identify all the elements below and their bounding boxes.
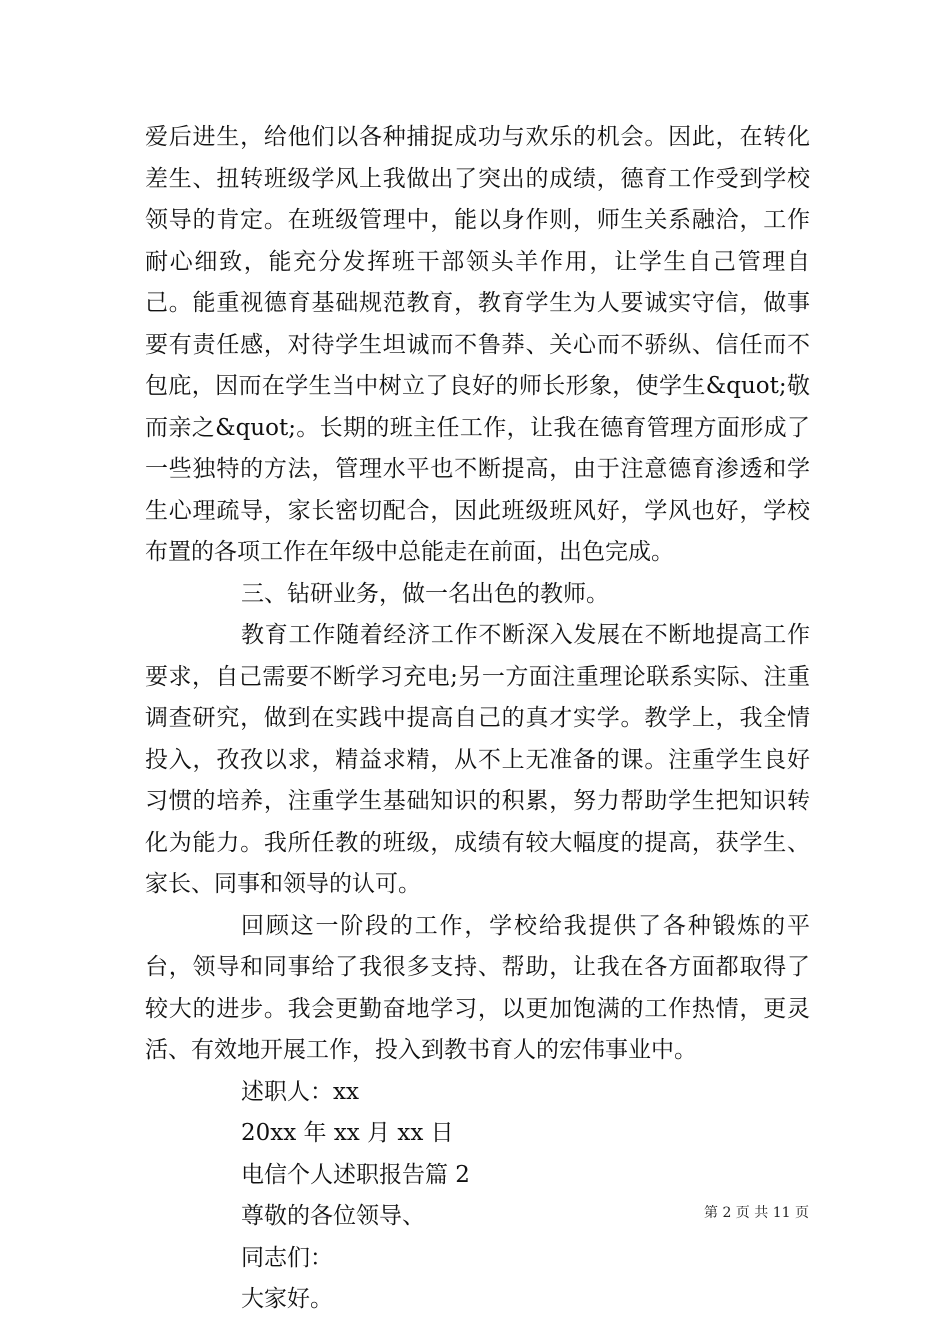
greeting-line: 大家好。 [241, 1286, 333, 1312]
next-report-title: 电信个人述职报告篇 2 [241, 1161, 470, 1188]
signature-line: 述职人：xx [241, 1078, 359, 1105]
paragraph-review: 回顾这一阶段的工作，学校给我提供了各种锻炼的平台，领导和同事给了我很多支持、帮助，让我在各方面都取得了较大的进步。我会更勤奋地学习，以更加饱满的工作热情，更灵活、有效地开展工作，投入到教书育人的宏伟事业中。 [145, 912, 810, 1063]
section-heading-3: 三、钻研业务，做一名出色的教师。 [241, 580, 609, 607]
date-line: 20xx 年 xx 月 xx 日 [241, 1120, 454, 1146]
paragraph-class-management: 爱后进生，给他们以各种捕捉成功与欢乐的机会。因此，在转化差生、扭转班级学风上我做出了突出的成绩，德育工作受到学校领导的肯定。在班级管理中，能以身作则，师生关系融洽，工作耐心细致，能充分发挥班干部领头羊作用，让学生自己管理自己。能重视德育基础规范教育，教育学生为人要诚实守信，做事要有责任感，对待学生坦诚而不鲁莽、关心而不骄纵、信任而不包庇，因而在学生当中树立了良好的师长形象，使学生&quot;敬而亲之&quot;。长期的班主任工作，让我在德育管理方面形成了一些独特的方法，管理水平也不断提高，由于注意德育渗透和学生心理疏导，家长密切配合，因此班级班风好，学风也好，学校布置的各项工作在年级中总能走在前面，出色完成。 [145, 124, 810, 565]
page-number: 第 2 页 共 11 页 [704, 1205, 809, 1221]
paragraph-teaching: 教育工作随着经济工作不断深入发展在不断地提高工作要求，自己需要不断学习充电;另一方面注重理论联系实际、注重调查研究，做到在实践中提高自己的真才实学。教学上，我全情投入，孜孜以求，精益求精，从不上无准备的课。注重学生良好习惯的培养，注重学生基础知识的积累，努力帮助学生把知识转化为能力。我所任教的班级，成绩有较大幅度的提高，获学生、家长、同事和领导的认可。 [145, 622, 810, 897]
salutation-line-1: 尊敬的各位领导、 [241, 1203, 425, 1229]
document-body [145, 117, 810, 1321]
salutation-line-2: 同志们： [241, 1244, 333, 1271]
